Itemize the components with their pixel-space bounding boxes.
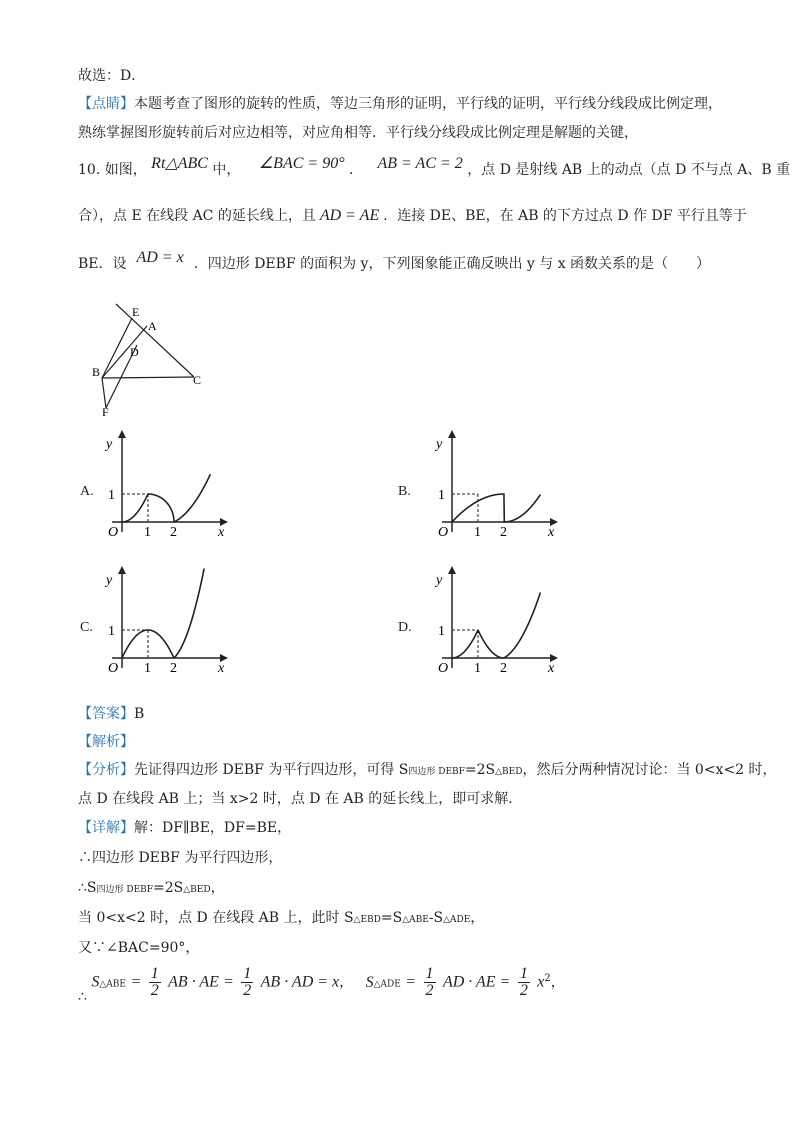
frac4-den: 2 — [519, 982, 528, 999]
analysis-tag: 【解析】 — [78, 734, 134, 750]
origin-label: O — [108, 525, 119, 540]
answer-value: B — [134, 706, 145, 722]
frac4-num: 1 — [519, 965, 528, 982]
fraction-half-2 — [241, 966, 253, 999]
xiangjie-line-2: ∴四边形 DEBF 为平行四边形， — [78, 850, 283, 866]
dianjing-line-1 — [78, 94, 722, 114]
frac1-den: 2 — [150, 982, 159, 999]
formula-t2: AB · AD = x — [260, 973, 340, 991]
xiangjie-formula-line — [78, 965, 565, 1005]
option-b-graph — [430, 430, 560, 540]
x-tick-2: 2 — [170, 661, 177, 676]
frac2-den: 2 — [243, 982, 252, 999]
question-number: 10. 如图， — [78, 162, 147, 178]
option-a-graph — [100, 430, 230, 540]
question-line-1 — [78, 155, 791, 180]
y-tick-1: 1 — [438, 624, 445, 639]
xiangjie-tag: 【详解】 — [78, 820, 134, 836]
question-text-3a: BE．设 — [78, 256, 127, 272]
function-curve — [452, 494, 540, 522]
question-rest-1: ，点 D 是射线 AB 上的动点（点 D 不与点 A、B 重 — [467, 162, 791, 178]
formula-s2-sub: △ADE — [373, 979, 401, 990]
formula-eq2: = — [405, 973, 417, 991]
option-c-label: C. — [80, 620, 93, 635]
frac3-num: 1 — [425, 965, 434, 982]
analysis-line — [78, 732, 134, 752]
line-f-b — [102, 378, 106, 408]
frac3-den: 2 — [425, 982, 434, 999]
x-tick-2: 2 — [500, 661, 507, 676]
formula-s2: S — [365, 973, 374, 991]
xiangjie-text-a: 解：DF∥BE，DF=BE， — [134, 820, 292, 836]
xiangjie-c3: ， — [210, 880, 225, 896]
fenxi-sub-2: △BED — [495, 767, 523, 777]
y-axis-label: y — [106, 573, 113, 588]
fraction-half-3 — [424, 966, 436, 999]
fraction-half-4 — [518, 966, 530, 999]
geometry-figure — [80, 298, 220, 418]
xiangjie-csub1: 四边形 DEBF — [96, 885, 154, 895]
x-axis-label: x — [548, 525, 555, 540]
line-b-c — [102, 377, 194, 378]
ad-x-eq: AD = x — [136, 249, 184, 266]
fenxi-text-a: 先证得四边形 DEBF 为平行四边形，可得 S — [134, 762, 409, 778]
fenxi-tag: 【分析】 — [78, 762, 134, 778]
origin-label: O — [438, 525, 449, 540]
dianjing-tag: 【点睛】 — [78, 96, 134, 112]
y-axis-arrow — [118, 430, 126, 438]
question-line-2 — [78, 206, 747, 226]
y-axis-arrow — [448, 430, 456, 438]
fraction-half-1 — [149, 966, 161, 999]
zhong: 中， — [212, 162, 241, 178]
x-tick-2: 2 — [170, 525, 177, 540]
formula-sup: 2 — [544, 972, 551, 984]
xiangjie-line-3 — [78, 878, 225, 900]
therefore-symbol: ∴ — [78, 988, 87, 1005]
answer-choice-line: 故选：D． — [78, 68, 146, 84]
label-c: C — [193, 373, 202, 387]
ad-ae-eq: AD = AE — [319, 207, 380, 224]
y-tick-1: 1 — [108, 488, 115, 503]
formula-s1: S — [91, 973, 100, 991]
option-d-graph — [430, 566, 560, 676]
formula-comma: ， — [339, 974, 354, 991]
y-axis-arrow — [448, 566, 456, 574]
formula-t4: x — [537, 973, 545, 991]
fenxi-line-2: 点 D 在线段 AB 上；当 x>2 时，点 D 在 AB 的延长线上，即可求解． — [78, 791, 523, 807]
formula-eq1: = — [130, 973, 142, 991]
label-e: E — [132, 305, 140, 319]
frac1-num: 1 — [150, 965, 159, 982]
answer-tag: 【答案】 — [78, 706, 134, 722]
question-text-2a: 合），点 E 在线段 AC 的延长线上，且 — [78, 208, 316, 224]
xiangjie-dsub2: △ABE — [402, 915, 429, 925]
label-b: B — [92, 365, 101, 379]
rt-triangle: Rt△ABC — [151, 155, 208, 172]
fenxi-sub-1: 四边形 DEBF — [408, 767, 465, 777]
xiangjie-c1: ∴S — [78, 880, 97, 896]
formula-s1-sub: △ABE — [99, 979, 126, 990]
label-d: D — [130, 345, 139, 359]
dianjing-line-2: 熟练掌握图形旋转前后对应边相等，对应角相等．平行线分线段成比例定理是解题的关键， — [78, 125, 638, 141]
x-tick-1: 1 — [144, 525, 151, 540]
line-e-c — [116, 304, 194, 377]
x-tick-2: 2 — [500, 525, 507, 540]
function-curve — [122, 569, 204, 658]
frac2-num: 1 — [243, 965, 252, 982]
xiangjie-d4: ， — [470, 910, 485, 926]
formula-t3: AD · AE = — [442, 973, 511, 991]
xiangjie-c2: =2S — [153, 880, 184, 896]
x-tick-1: 1 — [144, 661, 151, 676]
function-curve — [452, 593, 540, 658]
option-b-label: B. — [398, 484, 411, 499]
option-a-label: A. — [80, 484, 94, 499]
question-text-2b: ．连接 DE、BE，在 AB 的下方过点 D 作 DF 平行且等于 — [383, 208, 747, 224]
x-axis-label: x — [218, 525, 225, 540]
formula-end: ， — [550, 974, 565, 991]
function-curve — [122, 474, 210, 522]
option-c-graph — [100, 566, 230, 676]
ab-ac-eq: AB = AC = 2 — [377, 155, 463, 172]
y-tick-1: 1 — [108, 624, 115, 639]
y-axis-label: y — [106, 437, 113, 452]
answer-line — [78, 704, 144, 724]
xiangjie-dsub3: △ADE — [443, 915, 471, 925]
origin-label: O — [438, 661, 449, 676]
y-tick-1: 1 — [438, 488, 445, 503]
period: ． — [349, 162, 364, 178]
question-line-3 — [78, 249, 711, 274]
xiangjie-csub2: △BED — [183, 885, 211, 895]
xiangjie-d2: =S — [380, 910, 403, 926]
x-axis-label: x — [218, 661, 225, 676]
fenxi-text-b: =2S — [464, 762, 496, 778]
xiangjie-d3: -S — [428, 910, 444, 926]
origin-label: O — [108, 661, 119, 676]
y-axis-label: y — [436, 437, 443, 452]
angle-bac: ∠BAC = 90° — [258, 155, 345, 172]
xiangjie-d1: 当 0<x<2 时，点 D 在线段 AB 上，此时 S — [78, 910, 354, 926]
fenxi-line-1 — [78, 760, 777, 782]
xiangjie-line-5: 又∵∠BAC=90°， — [78, 940, 200, 956]
label-f: F — [102, 405, 109, 418]
y-axis-label: y — [436, 573, 443, 588]
x-tick-1: 1 — [474, 661, 481, 676]
label-a: A — [148, 319, 157, 333]
xiangjie-dsub1: △EBD — [353, 915, 381, 925]
option-d-label: D. — [398, 620, 412, 635]
fenxi-text-c: ，然后分两种情况讨论：当 0<x<2 时， — [522, 762, 777, 778]
xiangjie-line-1 — [78, 818, 291, 838]
formula-t1: AB · AE = — [168, 973, 234, 991]
x-axis-label: x — [548, 661, 555, 676]
dianjing-text-1: 本题考查了图形的旋转的性质，等边三角形的证明，平行线的证明，平行线分线段成比例定理， — [134, 96, 722, 112]
y-axis-arrow — [118, 566, 126, 574]
question-text-3b: ．四边形 DEBF 的面积为 y，下列图象能正确反映出 y 与 x 函数关系的是（ ） — [193, 256, 711, 272]
xiangjie-line-4 — [78, 908, 484, 930]
x-tick-1: 1 — [474, 525, 481, 540]
